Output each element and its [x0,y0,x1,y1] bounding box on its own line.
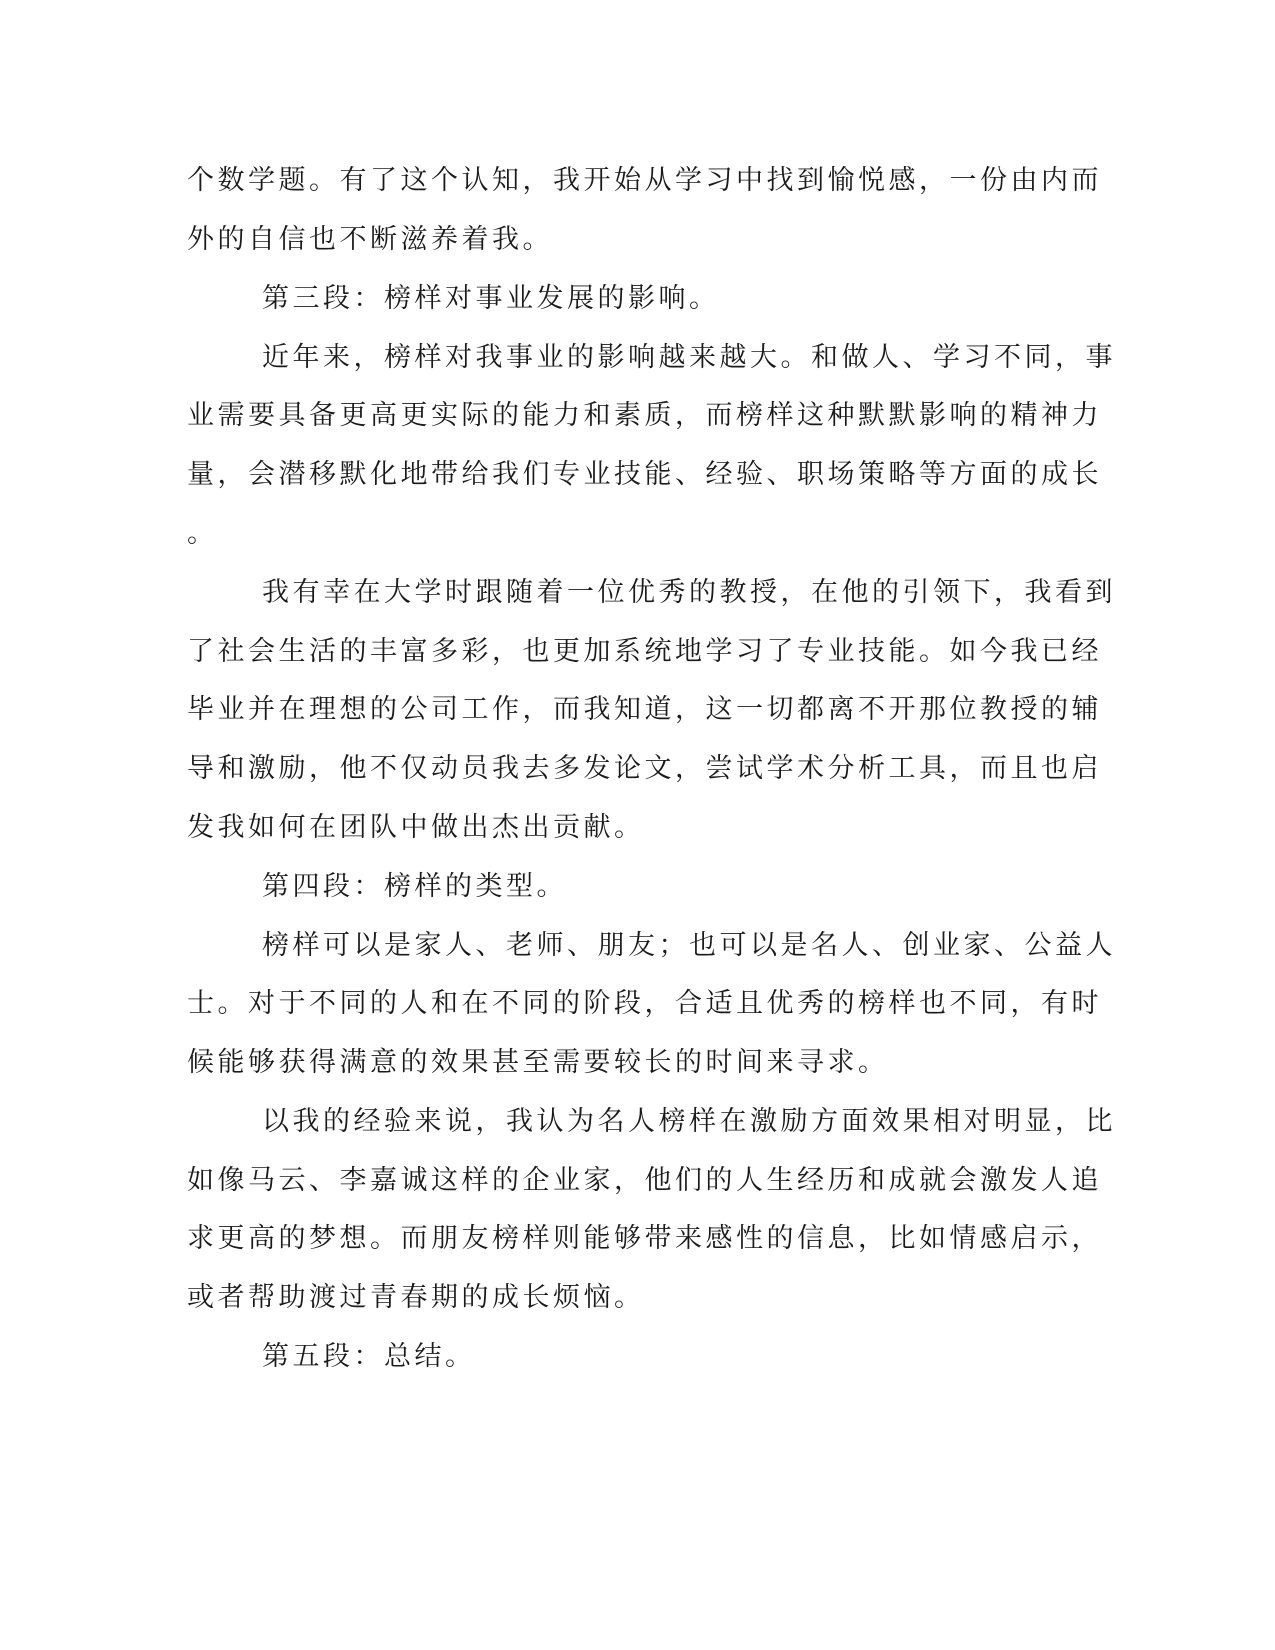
text-line: 近年来，榜样对我事业的影响越来越大。和做人、学习不同，事 [262,342,1116,373]
text-line: 我有幸在大学时跟随着一位优秀的教授，在他的引领下，我看到 [262,577,1116,608]
text-line: 业需要具备更高更实际的能力和素质，而榜样这种默默影响的精神力 [187,400,1102,431]
section-heading: 第五段：总结。 [262,1341,476,1372]
text-line: 如像马云、李嘉诚这样的企业家，他们的人生经历和成就会激发人追 [187,1165,1102,1196]
text-line: 毕业并在理想的公司工作，而我知道，这一切都离不开那位教授的辅 [187,694,1102,725]
section-heading: 第四段：榜样的类型。 [262,871,567,902]
text-line: 个数学题。有了这个认知，我开始从学习中找到愉悦感，一份由内而 [187,165,1102,196]
text-line: 量，会潜移默化地带给我们专业技能、经验、职场策略等方面的成长 [187,459,1102,490]
text-line: 候能够获得满意的效果甚至需要较长的时间来寻求。 [187,1047,889,1078]
text-line: 求更高的梦想。而朋友榜样则能够带来感性的信息，比如情感启示， [187,1223,1102,1254]
text-line: 以我的经验来说，我认为名人榜样在激励方面效果相对明显，比 [262,1106,1116,1137]
text-line: 或者帮助渡过青春期的成长烦恼。 [187,1282,645,1313]
text-line: 发我如何在团队中做出杰出贡献。 [187,812,645,843]
text-line: 外的自信也不断滋养着我。 [187,224,553,255]
text-line: 了社会生活的丰富多彩，也更加系统地学习了专业技能。如今我已经 [187,636,1102,667]
text-line: 榜样可以是家人、老师、朋友；也可以是名人、创业家、公益人 [262,930,1116,961]
text-line: 导和激励，他不仅动员我去多发论文，尝试学术分析工具，而且也启 [187,753,1102,784]
text-line: 士。对于不同的人和在不同的阶段，合适且优秀的榜样也不同，有时 [187,988,1102,1019]
text-line: 。 [187,518,218,549]
section-heading: 第三段：榜样对事业发展的影响。 [262,283,720,314]
